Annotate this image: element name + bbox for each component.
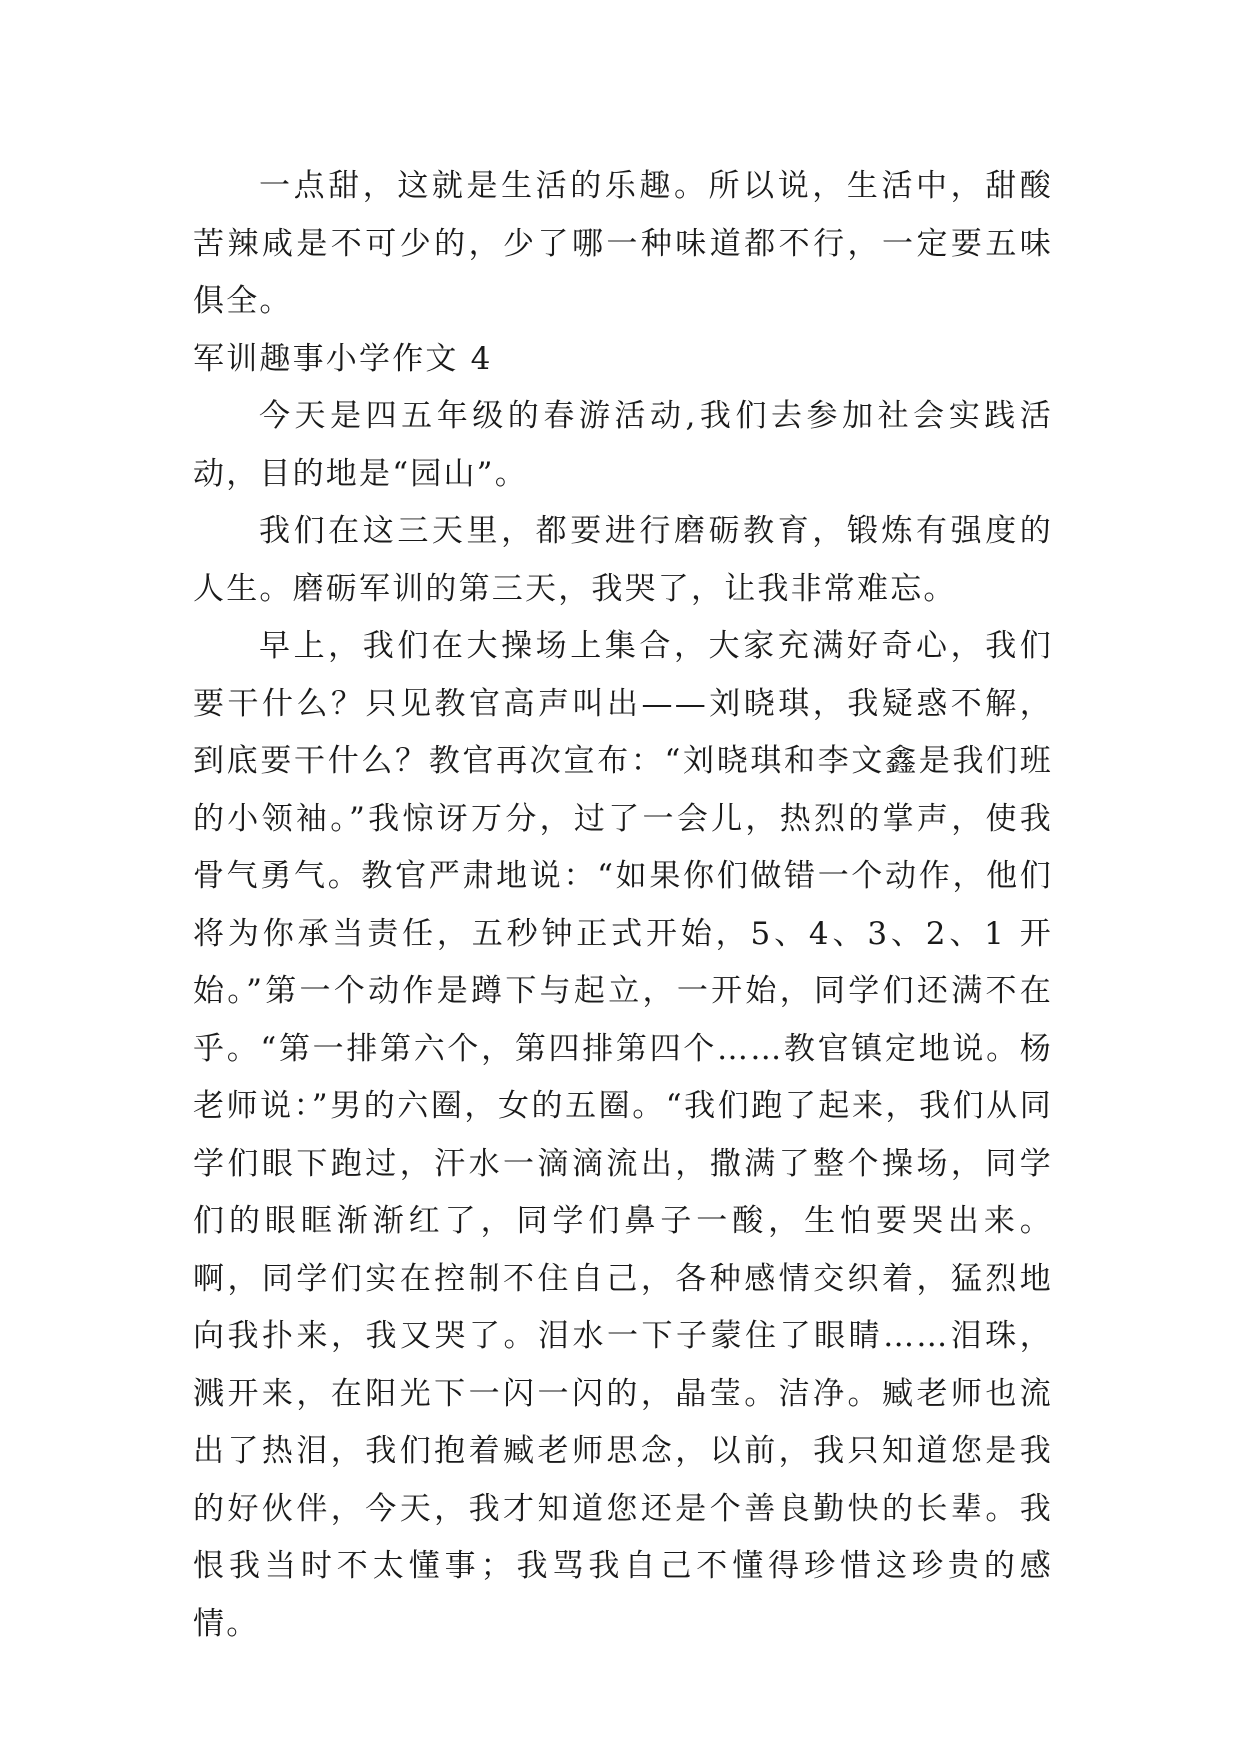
document-body — [193, 158, 1053, 1653]
section-heading: 军训趣事小学作文 4 — [193, 340, 493, 377]
paragraph: 我们在这三天里，都要进行磨砺教育，锻炼有强度的人生。磨砺军训的第三天，我哭了，让我非常难忘。 — [193, 513, 1053, 607]
paragraph-continued: 一点甜，这就是生活的乐趣。所以说，生活中，甜酸苦辣咸是不可少的，少了哪一种味道都不行，一定要五味俱全。 — [193, 168, 1053, 319]
paragraph: 早上，我们在大操场上集合，大家充满好奇心，我们要干什么？只见教官高声叫出——刘晓琪，我疑惑不解，到底要干什么？教官再次宣布：“刘晓琪和李文鑫是我们班的小领袖。”我惊讶万分，过了一会儿，热烈的掌声，使我骨气勇气。教官严肃地说：“如果你们做错一个动作，他们将为你承当责任，五秒钟正式开始，5、4、3、2、1 开始。”第一个动作是蹲下与起立，一开始，同学们还满不在乎。“第一排第六个，第四排第四个……教官镇定地说。杨老师说：”男的六圈，女的五圈。“我们跑了起来，我们从同学们眼下跑过，汗水一滴滴流出，撒满了整个操场，同学们的眼眶渐渐红了，同学们鼻子一酸，生怕要哭出来。啊，同学们实在控制不住自己，各种感情交织着，猛烈地向我扑来，我又哭了。泪水一下子蒙住了眼睛……泪珠，溅开来，在阳光下一闪一闪的，晶莹。洁净。臧老师也流出了热泪，我们抱着臧老师思念，以前，我只知道您是我的好伙伴，今天，我才知道您还是个善良勤快的长辈。我恨我当时不太懂事；我骂我自己不懂得珍惜这珍贵的感情。 — [193, 628, 1053, 1642]
paragraph: 今天是四五年级的春游活动,我们去参加社会实践活动，目的地是“园山”。 — [193, 398, 1053, 492]
